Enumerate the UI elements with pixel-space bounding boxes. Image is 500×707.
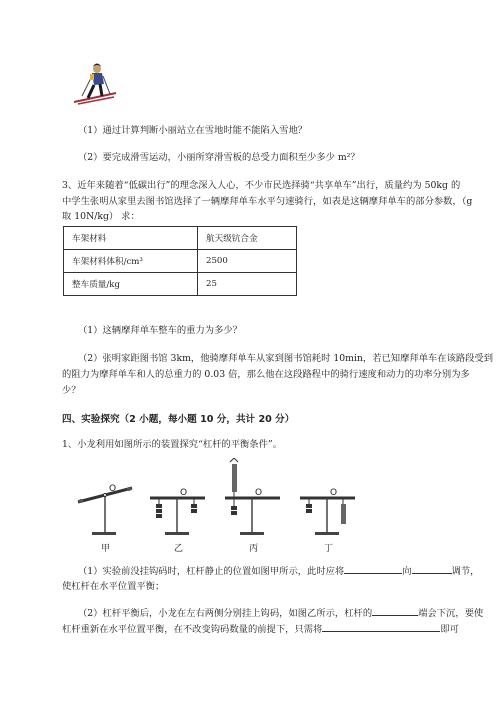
answer-blank-4[interactable] [322,622,440,632]
pivot-label-jia: O [109,484,117,494]
q3-text-line3: 取 10N/kg） 求： [62,211,140,222]
table-row [64,250,297,273]
figure-label-ding: 丁 [324,544,334,554]
table-cell: 整车质量/kg [64,273,198,296]
q3-part2-line2: 的阻力为摩拜单车和人的总重力的 0.03 倍，那么他在这段路程中的骑行速度和动力的功率分别为多 [62,369,470,380]
q2-part2: （2）要完成滑雪运动，小丽所穿滑雪板的总受力面积至少多少 m²？ [78,152,360,163]
s4-q1-part1-line2: 使杠杆在水平位置平衡； [62,581,165,592]
s4-q1-part1-line1 [78,564,488,578]
lever-figures [70,458,370,540]
s4-q1-part2-line1 [78,606,488,620]
figure-label-yi: 乙 [174,544,184,554]
q2-part1: （1）通过计算判断小丽站立在雪地时能不能陷入雪地？ [78,125,308,136]
q3-text-line1: 3、近年来随着“低碳出行”的理念深入人心，不少市民选择骑“共享单车”出行，质量约为 50kg 的 [62,180,461,191]
lever-jia [78,487,132,535]
answer-blank-2[interactable] [412,564,452,574]
s4-q1-part2-text-a: （2）杠杆平衡后，小龙在左右两侧分别挂上钩码，如图乙所示，杠杆的 [78,608,373,619]
answer-blank-1[interactable] [344,564,402,574]
skier-figure [70,62,120,107]
s4-q1-part2-line2 [62,622,472,636]
s4-q1-part1-text-b: 向 [402,566,412,577]
s4-q1-part2-text-b: 端会下沉，要使 [418,608,484,619]
section4-title: 四、实验探究（2 小题，每小题 10 分，共计 20 分） [62,414,295,425]
s4-q1-part1-text-c: 调节， [451,566,480,577]
q3-part2-line3: 少？ [62,385,81,396]
q3-part2-line1: （2）张明家距图书馆 3km，他骑摩拜单车从家到图书馆耗时 10min，若已知摩拜单车在该路段受到 [78,353,494,364]
lever-bing [225,458,280,535]
pivot-label-ding: O [330,488,338,498]
table-row [64,273,297,296]
s4-q1-part2-text-c: 杠杆重新在水平位置平衡，在不改变钩码数量的前提下，只需将 [62,624,323,635]
pivot-label-yi: O [180,488,188,498]
table-cell: 25 [198,273,297,296]
s4-q1-text: 1、小龙利用如图所示的装置探究“杠杆的平衡条件”。 [62,439,282,450]
s4-q1-part1-text-a: （1）实验前没挂钩码时，杠杆静止的位置如图甲所示，此时应将 [78,566,345,577]
answer-blank-3[interactable] [372,606,418,616]
table-cell: 车架材料 [64,227,198,250]
bike-params-table [63,226,297,296]
s4-q1-part2-text-d: 即可 [440,624,459,635]
pivot-label-bing: O [255,488,263,498]
table-cell: 车架材料体积/cm³ [64,250,198,273]
q3-part1: （1）这辆摩拜单车整车的重力为多少？ [78,325,242,336]
table-cell: 航天级钪合金 [198,227,297,250]
table-row [64,227,297,250]
lever-ding [300,498,355,535]
figure-label-jia: 甲 [101,544,111,554]
lever-yi [150,498,205,535]
table-cell: 2500 [198,250,297,273]
q3-text-line2: 中学生张明从家里去图书馆选择了一辆摩拜单车水平匀速骑行，如表是这辆摩拜单车的部分参数，（g [62,196,473,207]
figure-label-bing: 丙 [249,544,259,554]
